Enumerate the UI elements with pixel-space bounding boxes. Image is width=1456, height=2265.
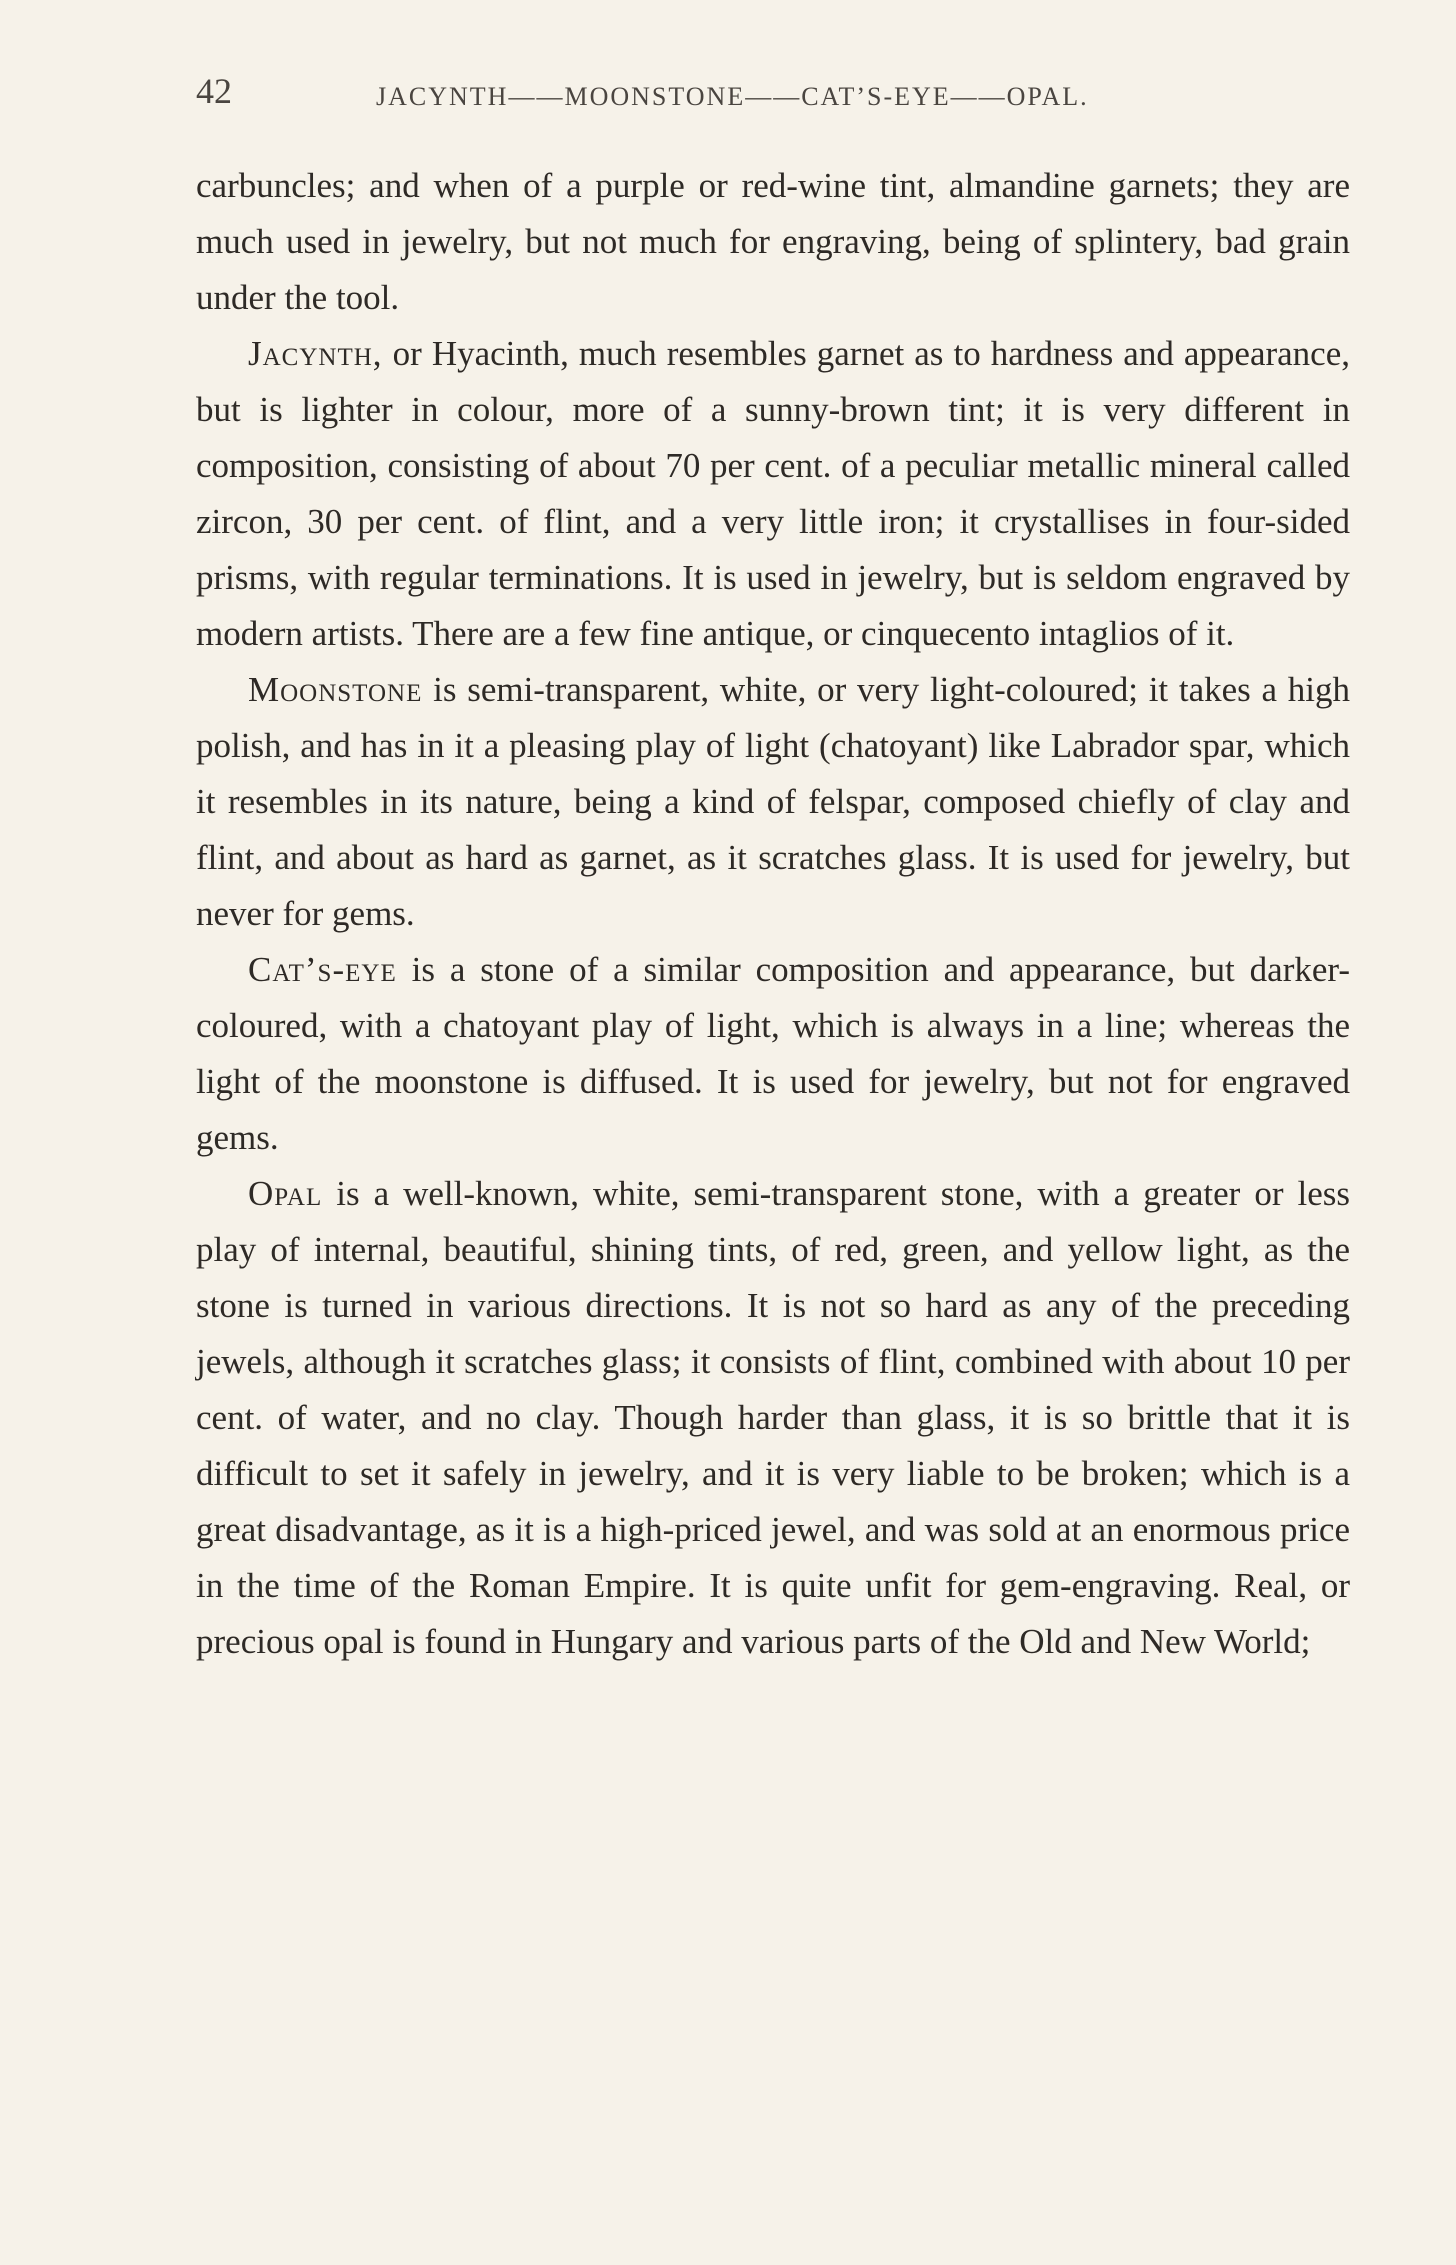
paragraph-moonstone xyxy=(196,662,1350,942)
body-text xyxy=(196,158,1350,1670)
paragraph-lead-moonstone: Moonstone xyxy=(248,670,423,709)
running-title: JACYNTH——MOONSTONE——CAT’S-EYE——OPAL. xyxy=(376,82,1089,111)
paragraph-text: or Hyacinth, much resembles garnet as to hardness and appearance, but is lighter in colour, more of a sunny-brown tint; it is very different in composition, consisting of about 70 per cent. of a peculiar metallic mineral called zircon, 30 per cent. of flint, and a very little iron; it crystallises in four-sided prisms, with regular terminations. It is used in jewelry, but is seldom engraved by modern artists. There are a few fine antique, or cinquecento intaglios of it. xyxy=(196,334,1350,653)
paragraph-opal xyxy=(196,1166,1350,1670)
paragraph-text: is a well-known, white, semi-transparent stone, with a greater or less play of internal, beautiful, shining tints, of red, green, and yellow light, as the stone is turned in various directions. It is not so hard as any of the preceding jewels, although it scratches glass; it consists of flint, combined with about 10 per cent. of water, and no clay. Though harder than glass, it is so brittle that it is difficult to set it safely in jewelry, and it is very liable to be broken; which is a great disadvantage, as it is a high-priced jewel, and was sold at an enormous price in the time of the Roman Empire. It is quite unfit for gem-engraving. Real, or precious opal is found in Hungary and various parts of the Old and New World; xyxy=(196,1174,1350,1661)
running-head xyxy=(196,70,1350,120)
paragraph-carbuncles xyxy=(196,158,1350,326)
paragraph-lead-jacynth: Jacynth, xyxy=(248,334,383,373)
page-number: 42 xyxy=(196,71,232,111)
paragraph-text: is a stone of a similar composition and appearance, but darker-coloured, with a chatoyant play of light, which is always in a line; whereas the light of the moonstone is diffused. It is used for jewelry, but not for engraved gems. xyxy=(196,950,1350,1157)
paragraph-lead-opal: Opal xyxy=(248,1174,323,1213)
paragraph-lead-cats-eye: Cat’s-eye xyxy=(248,950,397,989)
paragraph-text: carbuncles; and when of a purple or red-wine tint, almandine garnets; they are much used in jewelry, but not much for engraving, being of splintery, bad grain under the tool. xyxy=(196,166,1350,317)
paragraph-jacynth xyxy=(196,326,1350,662)
paragraph-text: is semi-transparent, white, or very light-coloured; it takes a high polish, and has in it a pleasing play of light (chatoyant) like Labrador spar, which it resembles in its nature, being a kind of felspar, composed chiefly of clay and flint, and about as hard as garnet, as it scratches glass. It is used for jewelry, but never for gems. xyxy=(196,670,1350,933)
paragraph-cats-eye xyxy=(196,942,1350,1166)
